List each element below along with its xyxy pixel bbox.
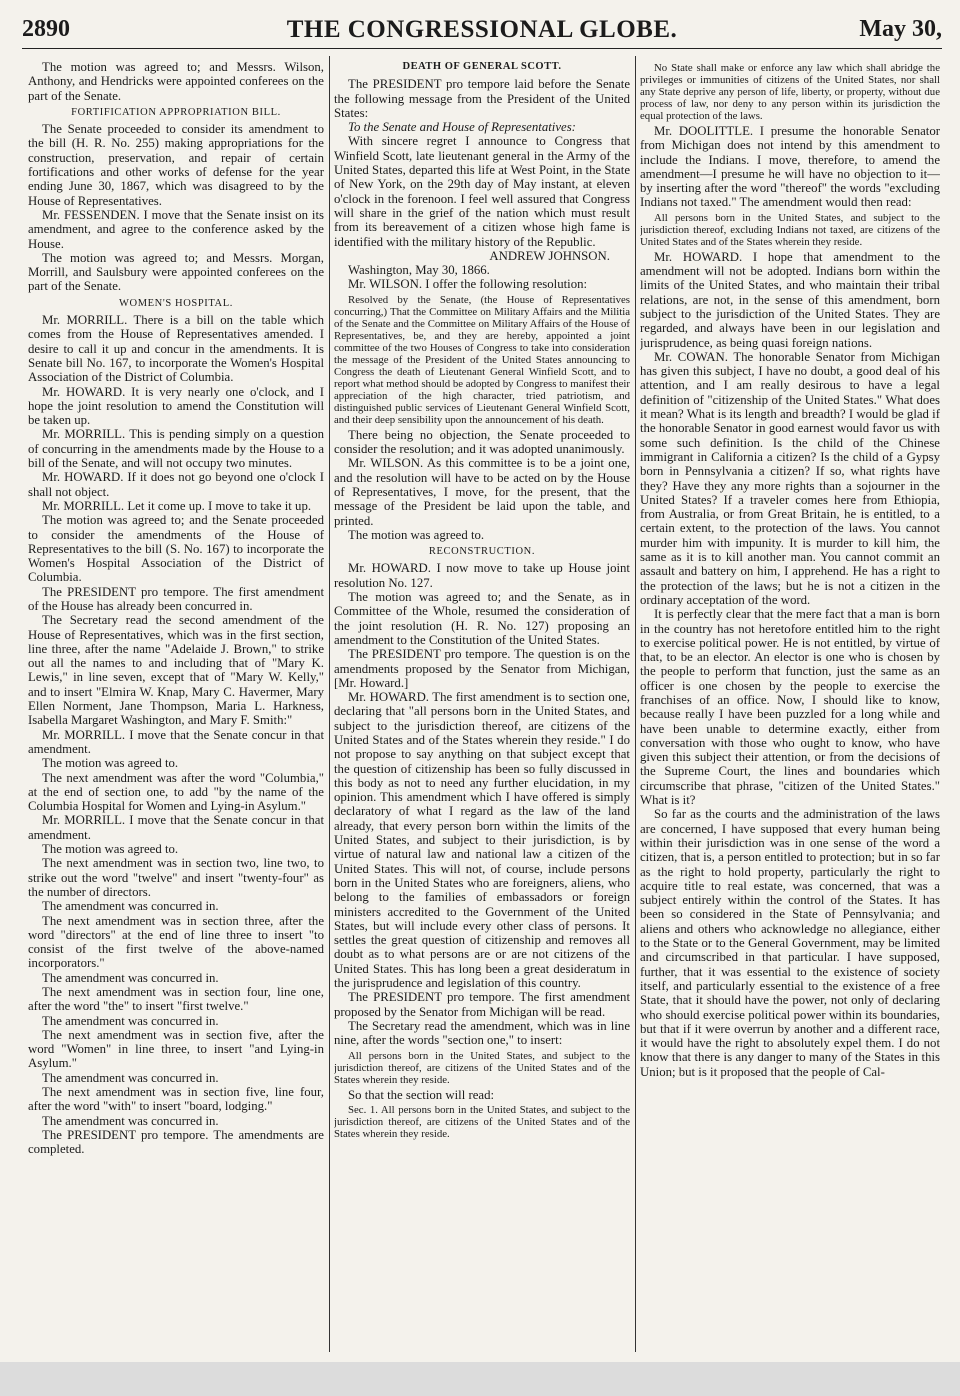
page-date: May 30,	[859, 16, 942, 42]
dateline: Washington, May 30, 1866.	[348, 263, 490, 278]
quoted-amendment: All persons born in the United States, and subject to the jurisdiction thereof, excluding Indians not taxed, are citizens of the United States and of the States wherein they reside.	[640, 211, 940, 248]
paragraph: The next amendment was after the word "Columbia," at the end of section one, to add "by the name of the Columbia Hospital for Women and Lying-in Asylum."	[28, 770, 324, 814]
paragraph: The Senate proceeded to consider its amendment to the bill (H. R. No. 255) making appropriations for the construction, preservation, and repair of certain fortifications and other works of defense for the year ending June 30, 1867, which was disagreed to by the House of Representatives.	[28, 122, 324, 208]
paragraph: Mr. HOWARD. The first amendment is to section one, declaring that "all persons born in the United States, and subject to the jurisdiction thereof, are citizens of the United States and of the States wherein they reside." I do not propose to say anything on that subject except that the question of citizenship has been so fully discussed in this body as not to need any further elucidation, in my opinion. This amendment which I have offered is simply declaratory of what I regard as the law of the land already, that every person born within the limits of the United States, and subject to their jurisdiction, is by virtue of natural law and national law a citizen of the United States. This will not, of course, include persons born in the United States who are foreigners, aliens, who belong to the families of embassadors or foreign ministers accredited to the Government of the United States, but will include every other class of persons. It settles the great question of citizenship and removes all doubt as to what persons are or are not citizens of the United States. This has long been a great desideratum in the jurisprudence and legislation of this country.	[334, 690, 630, 991]
paragraph: Mr. MORRILL. I move that the Senate concur in that amendment.	[28, 813, 324, 842]
paragraph: The amendment was concurred in.	[42, 1013, 219, 1028]
paragraph: The motion was agreed to.	[42, 756, 179, 771]
paragraph: Mr. HOWARD. I hope that amendment to the amendment will not be adopted. Indians born within the limits of the United States, and who maintain their tribal relations, are not, in the sense of this amendment, born subject to the jurisdiction of the United States. They are regarded, and always have been in our legislation and jurisprudence, as being quasi foreign nations.	[640, 249, 940, 350]
column-divider	[329, 56, 330, 1352]
paragraph: The amendment was concurred in.	[42, 899, 219, 914]
paragraph: Mr. HOWARD. It is very nearly one o'clock, and I hope the joint resolution to amend the Constitution will be taken up.	[28, 384, 324, 428]
paragraph: The motion was agreed to; and Messrs. Wilson, Anthony, and Hendricks were appointed conferees on the part of the Senate.	[28, 60, 324, 103]
signature: ANDREW JOHNSON.	[489, 248, 610, 263]
paragraph: The motion was agreed to; and the Senate, as in Committee of the Whole, resumed the consideration of the joint resolution (H. R. No. 127) proposing an amendment to the Constitution of the United States.	[334, 590, 630, 647]
page-number: 2890	[22, 16, 70, 42]
paragraph: The PRESIDENT pro tempore. The first amendment proposed by the Senator from Michigan will be read.	[334, 990, 630, 1019]
masthead-title: THE CONGRESSIONAL GLOBE.	[286, 16, 678, 43]
paragraph: It is perfectly clear that the mere fact that a man is born in the country has not heretofore entitled him to the right to exercise political power. He is not entitled, by virtue of that, to be an elector. An elector is one who is chosen by the people to perform that function, just the same as an officer is one chosen by the people to exercise the franchises of an office. Now, I should like to know, because really I have been puzzled for a long while and have been unable to determine exactly, either from conversation with those who ought to know, who have given this subject their attention, or from the decisions of the Supreme Court, the lines and boundaries which circumscribe that phrase, "citizen of the United States." What is it?	[640, 607, 940, 808]
section-heading: WOMEN'S HOSPITAL.	[119, 297, 233, 309]
column-divider	[635, 56, 636, 1352]
section-heading: RECONSTRUCTION.	[428, 546, 536, 558]
paragraph: Mr. FESSENDEN. I move that the Senate insist on its amendment, and agree to the conference asked by the House.	[28, 207, 324, 251]
paragraph: There being no objection, the Senate proceeded to consider the resolution; and it was adopted unanimously.	[334, 427, 630, 457]
column-3	[640, 60, 940, 1350]
paragraph: So that the section will read:	[348, 1087, 495, 1102]
paragraph: So far as the courts and the administration of the laws are concerned, I have supposed that every human being within their jurisdiction was in one sense of the word a citizen, that is, a person entitled to protection; but in so far as the right to hold property, particularly the right to acquire title to real estate, was concerned, that was a subject entirely within the control of the States. It has been so considered in the State of Pennsylvania; and aliens and others who acknowledge no allegiance, either to the State or to the General Government, may be limited and circumscribed in that particular. I have supposed, further, that it was essential to the existence of society itself, and particularly essential to the existence of a free State, that it should have the power, not only of declaring who should exercise political power within its boundaries, but that if it were overrun by another and a different race, it would have the right to absolutely expel them. I do not know that there is any danger to many of the States in this Union; but is it proposed that the people of Cal-	[640, 807, 940, 1079]
section-heading: DEATH OF GENERAL SCOTT.	[402, 61, 562, 72]
paragraph: Mr. WILSON. As this committee is to be a joint one, and the resolution will have to be acted on by the House of Representatives, I move, for the present, that the message of the President be laid upon the table, and printed.	[334, 456, 630, 528]
paragraph: The next amendment was in section five, after the word "Women" in line three, to insert "and Lying-in Asylum."	[28, 1027, 324, 1071]
paragraph: Mr. MORRILL. I move that the Senate concur in that amendment.	[28, 727, 324, 756]
paragraph: The motion was agreed to; and the Senate proceeded to consider the amendments of the House of Representatives to the bill (S. No. 167) to incorporate the Women's Hospital Association of the District of Columbia.	[28, 513, 324, 585]
section-heading: FORTIFICATION APPROPRIATION BILL.	[71, 106, 281, 118]
quoted-section: No State shall make or enforce any law which shall abridge the privileges or immunities of citizens of the United States, nor shall any State deprive any person of life, liberty, or property, without due process of law, nor deny to any person within its jurisdiction the equal protection of the laws.	[640, 62, 940, 122]
paragraph: The amendment was concurred in.	[42, 1113, 219, 1128]
paragraph: The PRESIDENT pro tempore. The first amendment of the House has already been concurred in.	[28, 584, 324, 613]
paragraph: The Secretary read the second amendment of the House of Representatives, which was in the first section, line three, after the name "Adelaide J. Brown," to strike out all the names to and including that of "Mary K. Lewis," in line seven, except that of "Mary W. Kelly," and to insert "Elmira W. Knap, Mary C. Havermer, Mary Ellen Norment, Jane Thompson, Maria L. Harkness, Isabella Margaret Washington, and Mary F. Smith:"	[28, 613, 324, 728]
paragraph: The next amendment was in section five, line four, after the word "with" to insert "board, lodging."	[28, 1085, 324, 1114]
paragraph: The PRESIDENT pro tempore. The amendments are completed.	[28, 1127, 324, 1157]
paragraph: Mr. MORRILL. This is pending simply on a question of concurring in the amendments made by the House to a bill of the Senate, and will not occupy two minutes.	[28, 427, 324, 471]
paragraph: The amendment was concurred in.	[42, 970, 219, 985]
paragraph: The PRESIDENT pro tempore. The question is on the amendments proposed by the Senator from Michigan, [Mr. Howard.]	[334, 647, 630, 690]
column-2	[334, 60, 630, 1350]
paragraph: The motion was agreed to.	[348, 527, 485, 542]
paragraph: The next amendment was in section three, after the word "directors" at the end of line three to insert "to consist of the first twelve of the above-named incorporators."	[28, 913, 324, 971]
paragraph: Mr. MORRILL. Let it come up. I move to take it up.	[42, 498, 312, 513]
resolution-text: Resolved by the Senate, (the House of Representatives concurring,) That the Committee on Military Affairs and the Militia of the Senate and the Committee on Military Affairs of the House of Representatives, be, and they are hereby, appointed a joint committee of the two Houses of Congress to take into consideration the message of the President of the United States announcing to Congress the death of Lieutenant General Winfield Scott, and to report what method should be adopted by Congress to manifest their appreciation of the high character, tried patriotism, and distinguished public services of Lieutenant General Winfield Scott, and their deep sensibility upon the announcement of his death.	[334, 293, 630, 426]
paragraph: Mr. COWAN. The honorable Senator from Michigan has given this subject, I have no doubt, a good deal of his attention, and I am really desirous to have a legal definition of "citizenship of the United States." What does it mean? What is its length and breadth? I would be glad if the honorable Senator in good earnest would favor us with some such definition. Is the child of the Chinese immigrant in California a citizen? Is the child of a Gypsy born in Pennsylvania a citizen? If so, what rights have they? Have they any more rights than a sojourner in the United States? If a traveler comes here from Ethiopia, from Australia, or from Great Britain, he is entitled, to a certain extent, to the protection of the laws. You cannot murder him with impunity. It is murder to kill him, the same as it is to kill another man. You cannot commit an assault and battery on him, I apprehend. He has a right to the protection of the laws; but he is not a citizen in the ordinary acceptation of the word.	[640, 349, 940, 607]
paragraph: With sincere regret I announce to Congress that Winfield Scott, late lieutenant general in the Army of the United States, departed this life at West Point, in the State of New York, on the 29th day of May instant, at eleven o'clock in the forenoon. I feel well assured that Congress will share in the grief of the nation which must result from its bereavement of a citizen whose high fame is identified with the military history of the Republic.	[334, 134, 630, 249]
salutation: To the Senate and House of Representatives:	[348, 120, 576, 135]
paragraph: The next amendment was in section two, line two, to strike out the word "twelve" and insert "twenty-four" as the number of directors.	[28, 856, 324, 899]
paragraph: The Secretary read the amendment, which was in line nine, after the words "section one," to insert:	[334, 1018, 630, 1048]
paragraph: The PRESIDENT pro tempore laid before the Senate the following message from the President of the United States:	[334, 77, 630, 120]
paragraph: The next amendment was in section four, line one, after the word "the" to insert "first twelve."	[28, 985, 324, 1014]
quoted-amendment: All persons born in the United States, and subject to the jurisdiction thereof, are citizens of the United States and of the States wherein they reside.	[334, 1049, 630, 1086]
paragraph: The motion was agreed to.	[42, 842, 179, 857]
paragraph: The motion was agreed to; and Messrs. Morgan, Morrill, and Saulsbury were appointed conferees on the part of the Senate.	[28, 250, 324, 294]
paragraph: Mr. HOWARD. I now move to take up House joint resolution No. 127.	[334, 561, 630, 590]
paragraph: The amendment was concurred in.	[42, 1070, 219, 1085]
bottom-scan-margin	[0, 1362, 960, 1396]
paragraph: Mr. DOOLITTLE. I presume the honorable Senator from Michigan does not intend by this amendment to include the Indians. I move, therefore, to amend the amendment—I presume he will have no objection to it—by inserting after the word "thereof" the words "excluding Indians not taxed." The amendment would then read:	[640, 124, 940, 210]
column-1	[28, 60, 324, 1350]
paragraph: Mr. MORRILL. There is a bill on the table which comes from the House of Representatives amended. I desire to call it up and concur in the amendments. It is Senate bill No. 167, to incorporate the Women's Hospital Association of the District of Columbia.	[28, 313, 324, 385]
paragraph: Mr. HOWARD. If it does not go beyond one o'clock I shall not object.	[28, 470, 324, 499]
page-header	[22, 14, 942, 49]
quoted-section: Sec. 1. All persons born in the United States, and subject to the jurisdiction thereof, are citizens of the United States and of the States wherein they reside.	[334, 1103, 630, 1140]
paragraph: Mr. WILSON. I offer the following resolution:	[348, 277, 588, 292]
